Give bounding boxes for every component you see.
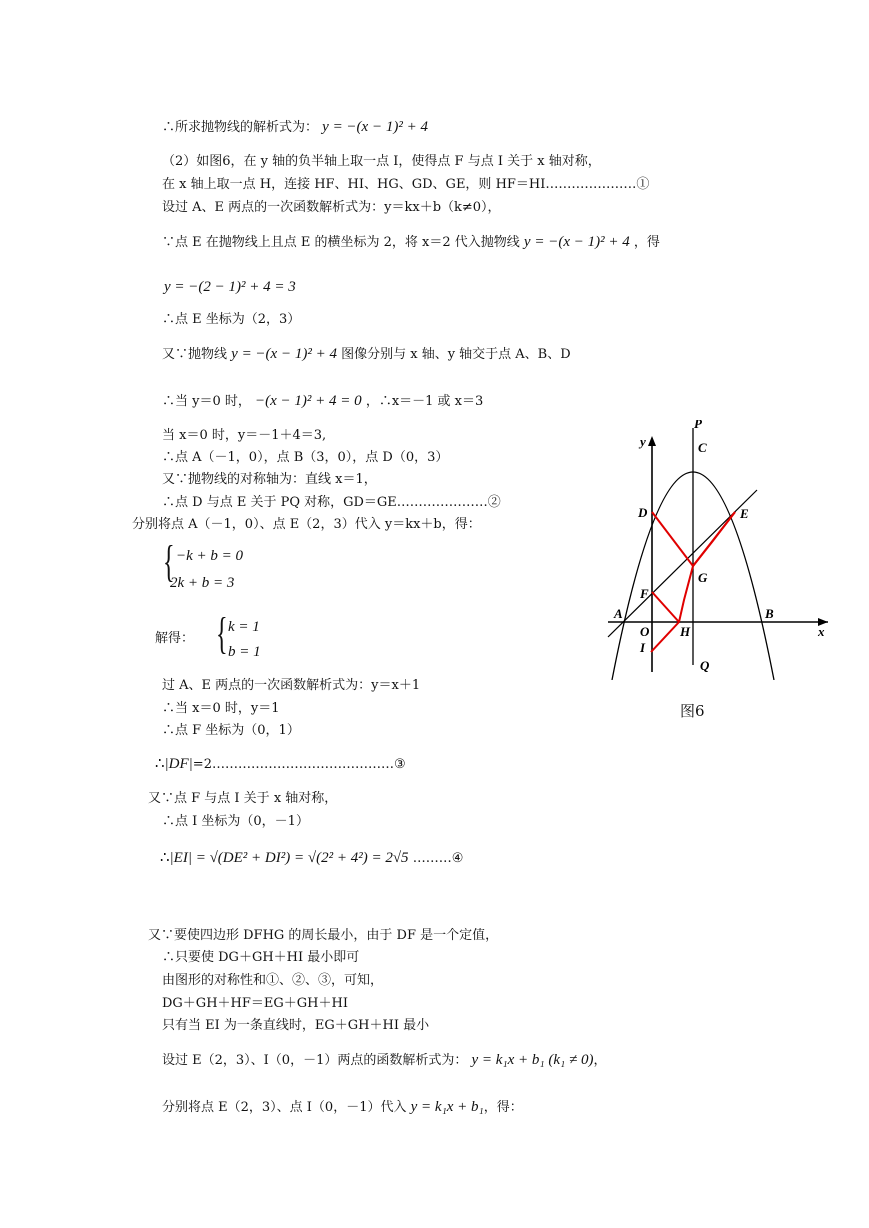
figure-6 <box>600 420 860 680</box>
text: ，得 <box>633 235 660 250</box>
label-i: I <box>640 640 646 655</box>
text-line: 过 A、E 两点的一次函数解析式为：y＝x＋1 <box>162 678 421 693</box>
text-line: 又∵点 F 与点 I 关于 x 轴对称， <box>148 791 338 806</box>
text-line: （2）如图6，在 y 轴的负半轴上取一点 I，使得点 F 与点 I 关于 x 轴对称， <box>162 154 601 169</box>
text-line: ∴点 I 坐标为（0，－1） <box>162 814 309 829</box>
text: 分别将点 E（2，3）、点 I（0，－1）代入 <box>162 1100 407 1115</box>
formula: y = −(x − 1)² + 4 <box>322 119 428 135</box>
text-line: 分别将点 A（－1，0）、点 E（2，3）代入 y＝kx＋b，得： <box>132 517 481 532</box>
label-y: y <box>640 434 646 449</box>
text-line: ∴只要使 DG＋GH＋HI 最小即可 <box>162 950 360 965</box>
text: =2……………………………………③ <box>192 757 406 772</box>
text-line: ∴点 D 与点 E 关于 PQ 对称，GD＝GE…………………② <box>162 495 501 510</box>
text: ∵点 E 在抛物线上且点 E 的横坐标为 2，将 x＝2 代入抛物线 <box>162 235 520 250</box>
text-line: DG＋GH＋HF＝EG＋GH＋HI <box>162 996 348 1011</box>
label-b: B <box>765 606 774 621</box>
formula: y = k₁x + b₁ (k₁ ≠ 0) <box>471 1052 594 1068</box>
formula: 2k + b = 3 <box>170 575 235 591</box>
text-line <box>160 848 463 868</box>
label-h: H <box>680 624 691 639</box>
text-line <box>162 1098 523 1117</box>
text-line <box>155 754 406 774</box>
label-x: x <box>818 624 825 639</box>
label-g: G <box>698 570 708 585</box>
text: 设过 E（2，3）、I（0，－1）两点的函数解析式为： <box>162 1053 468 1068</box>
text: ， <box>593 1053 607 1068</box>
text-line: ∴点 E 坐标为（2，3） <box>162 312 301 327</box>
label-d: D <box>638 505 648 520</box>
text-line <box>162 392 483 411</box>
label-e: E <box>740 506 749 521</box>
text-line: 又∵抛物线的对称轴为：直线 x＝1， <box>162 472 377 487</box>
formula: y = −(2 − 1)² + 4 = 3 <box>164 279 296 295</box>
formula: |DF| <box>164 756 193 772</box>
text-line: ∴点 F 坐标为（0，1） <box>162 723 300 738</box>
formula: |EI| = √(DE² + DI²) = √(2² + 4²) = 2√5 <box>169 850 409 866</box>
text: 图像分别与 x 轴、y 轴交于点 A、B、D <box>341 347 571 362</box>
text: ………④ <box>412 851 464 866</box>
text: ，得： <box>483 1100 523 1115</box>
text-line <box>162 345 571 364</box>
text-line: 只有当 EI 为一条直线时，EG＋GH＋HI 最小 <box>162 1018 430 1033</box>
formula: k = 1 <box>228 619 260 635</box>
label-c: C <box>698 440 707 455</box>
label-f: F <box>640 586 649 601</box>
text-line: 由图形的对称性和①、②、③，可知， <box>162 973 384 988</box>
label-q: Q <box>700 658 710 673</box>
formula: y = −(x − 1)² + 4 <box>231 346 337 362</box>
formula: y = k₁x + b₁ <box>410 1099 484 1115</box>
text: ∴ <box>155 754 165 772</box>
text-line <box>162 1051 607 1070</box>
solve-label: 解得： <box>155 631 195 646</box>
label-a: A <box>614 606 623 621</box>
text: ，∴x＝－1 或 x＝3 <box>365 394 484 409</box>
text-line: ∴点 A（－1，0），点 B（3，0），点 D（0，3） <box>162 450 449 465</box>
text-line: 又∵要使四边形 DFHG 的周长最小，由于 DF 是一个定值， <box>148 928 499 943</box>
left-brace: { <box>216 609 228 658</box>
equation <box>176 547 243 566</box>
equation <box>228 643 261 662</box>
text: ∴ <box>160 848 170 866</box>
text: ∴当 y＝0 时， <box>162 394 251 409</box>
formula: −(x − 1)² + 4 = 0 <box>255 393 362 409</box>
equation <box>228 618 260 637</box>
text-line <box>164 278 296 297</box>
equation <box>170 574 234 593</box>
figure-caption: 图6 <box>680 702 705 720</box>
label-o: O <box>640 624 650 639</box>
formula: −k + b = 0 <box>176 548 244 564</box>
y-axis-arrow <box>648 436 656 446</box>
left-brace: { <box>163 537 175 586</box>
text-line <box>162 118 428 137</box>
text: ∴所求抛物线的解析式为： <box>162 120 319 135</box>
text-line <box>162 233 660 252</box>
formula: b = 1 <box>228 644 261 660</box>
label-p: P <box>694 420 702 431</box>
text-line: 在 x 轴上取一点 H，连接 HF、HI、HG、GD、GE，则 HF＝HI…………………① <box>162 177 650 192</box>
text-line: ∴当 x＝0 时，y＝1 <box>162 701 280 716</box>
text: 又∵抛物线 <box>162 347 228 362</box>
text-line: 当 x＝0 时，y＝－1＋4＝3, <box>162 428 327 443</box>
formula: y = −(x − 1)² + 4 <box>523 234 630 250</box>
text-line: 设过 A、E 两点的一次函数解析式为：y＝kx＋b（k≠0）， <box>162 200 501 215</box>
